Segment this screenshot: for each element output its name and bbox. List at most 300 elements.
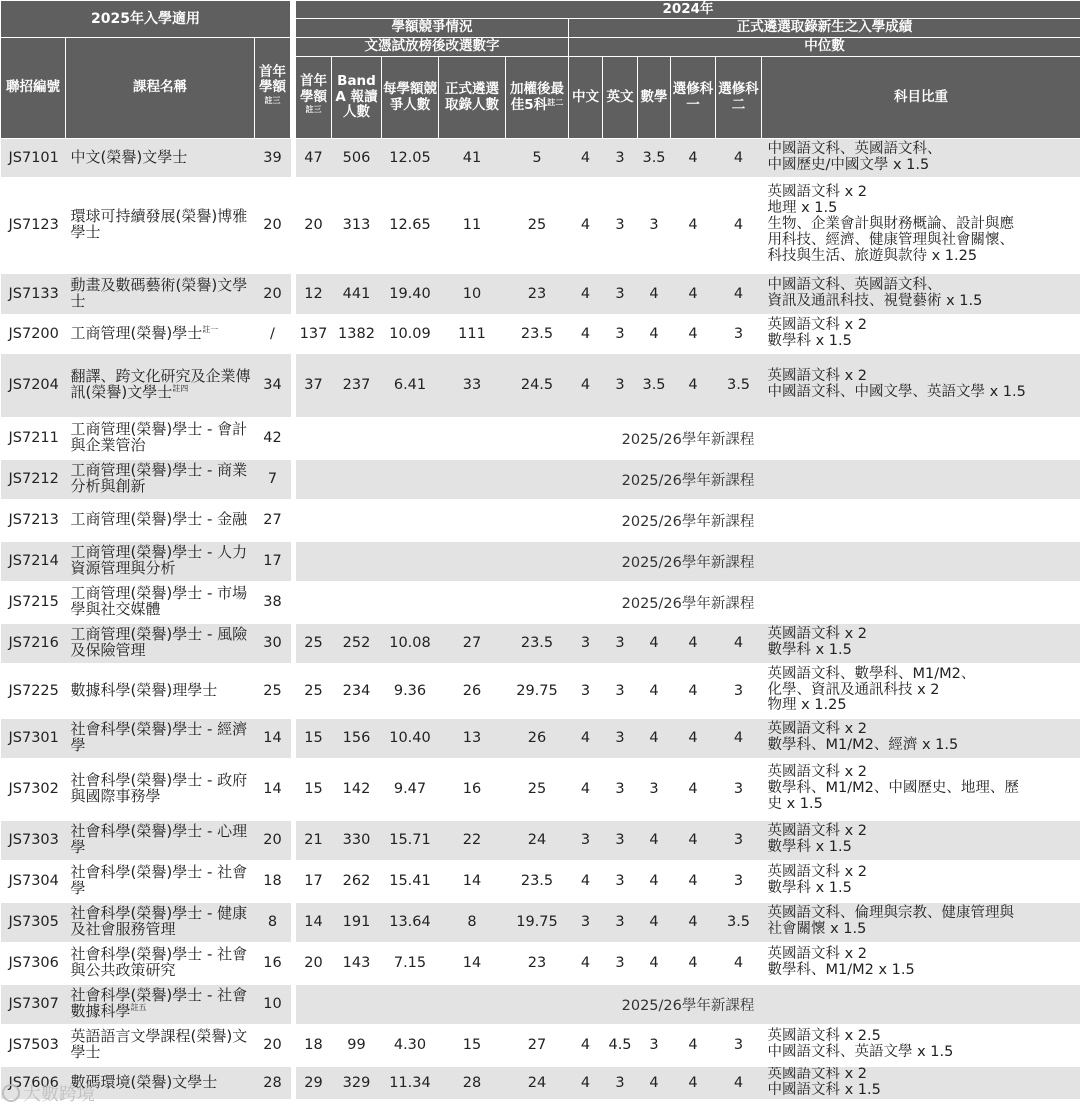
quota-2025: 7 (255, 459, 291, 500)
course-code: JS7302 (1, 759, 66, 820)
header-after-release: 文憑試放榜後改選數字 (296, 38, 569, 57)
median-elective-1: 4 (671, 315, 716, 353)
median-elective-2: 4 (716, 943, 762, 984)
quota-2025: 20 (255, 178, 291, 273)
weighted-best5: 25 (506, 178, 569, 273)
band-a-applicants: 329 (332, 1066, 382, 1100)
table-row (1, 820, 1080, 861)
band-a-applicants: 191 (332, 902, 382, 943)
band-a-applicants: 1382 (332, 315, 382, 353)
band-a-applicants: 143 (332, 943, 382, 984)
subject-weighting-line: 英國語文科 x 2 (767, 946, 868, 963)
course-name (66, 418, 255, 459)
subject-weighting-line: 生物、企業會計與財務概論、設計與應 (767, 216, 1014, 233)
subject-weighting (762, 178, 1080, 273)
median-english: 3 (603, 1066, 638, 1100)
admitted-count: 16 (439, 759, 506, 820)
table-row (1, 353, 1080, 418)
quota-2025: 25 (255, 664, 291, 718)
subject-weighting-line: 數學科 x 1.5 (767, 332, 852, 349)
subject-weighting (762, 861, 1080, 902)
median-chinese: 3 (569, 820, 603, 861)
col-admitted: 正式遴選取錄人數 (439, 57, 506, 139)
admitted-count: 33 (439, 353, 506, 418)
course-name (66, 541, 255, 582)
median-elective-2: 3.5 (716, 353, 762, 418)
weighted-best5: 23 (506, 273, 569, 315)
table-row (1, 943, 1080, 984)
table-body (1, 139, 1080, 1100)
table-row (1, 1025, 1080, 1066)
band-a-applicants: 330 (332, 820, 382, 861)
course-name-text: 工商管理(榮譽)學士 - 市場學與社交媒體 (70, 584, 248, 618)
median-english: 3 (603, 178, 638, 273)
course-name-text: 社會科學(榮譽)學士 - 社會學 (70, 863, 248, 897)
median-math: 4 (638, 902, 671, 943)
median-math: 4 (638, 718, 671, 759)
median-chinese: 4 (569, 861, 603, 902)
admitted-count: 14 (439, 861, 506, 902)
competition-per-place: 9.36 (382, 664, 439, 718)
median-english: 3 (603, 759, 638, 820)
subject-weighting-line: 社會關懷 x 1.5 (767, 921, 867, 937)
table-row (1, 902, 1080, 943)
median-chinese: 4 (569, 1066, 603, 1100)
subject-weighting-line: 英國語文科 x 2 (767, 721, 868, 738)
course-name (66, 139, 255, 178)
new-course-label: 2025/26學年新課程 (296, 984, 1080, 1025)
competition-per-place: 10.08 (382, 623, 439, 664)
median-math: 3 (638, 1025, 671, 1066)
median-chinese: 4 (569, 178, 603, 273)
median-chinese: 3 (569, 623, 603, 664)
table-row (1, 664, 1080, 718)
median-english: 3 (603, 820, 638, 861)
header-results: 正式遴選取錄新生之入學成績 (569, 19, 1080, 38)
col-math: 數學 (638, 57, 671, 139)
subject-weighting-line: 英國語文科、倫理與宗教、健康管理與 (767, 905, 1014, 922)
quota-2025: 14 (255, 718, 291, 759)
subject-weighting (762, 943, 1080, 984)
median-chinese: 4 (569, 139, 603, 178)
course-note: 註五 (130, 1003, 147, 1012)
col-chinese: 中文 (569, 57, 603, 139)
course-name-text: 社會科學(榮譽)學士 - 社會與公共政策研究 (70, 945, 248, 979)
subject-weighting (762, 664, 1080, 718)
course-name (66, 984, 255, 1025)
competition-per-place: 15.41 (382, 861, 439, 902)
median-math: 4 (638, 820, 671, 861)
band-a-applicants: 142 (332, 759, 382, 820)
subject-weighting-line: 英國語文科 x 2 (767, 764, 868, 781)
watermark-logo-icon (2, 1084, 20, 1102)
median-chinese: 4 (569, 315, 603, 353)
median-math: 4 (638, 273, 671, 315)
subject-weighting-line: 英國語文科 x 2 (767, 184, 868, 201)
col-quota-2024: 首年學額 $^{註三}$ (296, 57, 332, 139)
course-name-text: 數碼環境(榮譽)文學士 (70, 1072, 218, 1091)
subject-weighting-line: 資訊及通訊科技、視覺藝術 x 1.5 (767, 292, 983, 309)
course-code: JS7212 (1, 459, 66, 500)
median-elective-2: 3 (716, 315, 762, 353)
quota-2024: 15 (296, 759, 332, 820)
course-code: JS7303 (1, 820, 66, 861)
col-band-a: Band A 報讀 人數 (332, 57, 382, 139)
subject-weighting (762, 139, 1080, 178)
subject-weighting-line: 用科技、經濟、健康管理與社會關懷、 (767, 231, 1014, 248)
subject-weighting (762, 315, 1080, 353)
course-name-text: 中文(榮譽)文學士 (70, 147, 188, 166)
competition-per-place: 15.71 (382, 820, 439, 861)
course-name (66, 623, 255, 664)
subject-weighting-line: 英國語文科 x 2.5 (767, 1028, 881, 1045)
course-name-text: 環球可持續發展(榮譽)博雅學士 (70, 207, 248, 241)
band-a-applicants: 262 (332, 861, 382, 902)
competition-per-place: 19.40 (382, 273, 439, 315)
col-elective-2: 選修科二 (716, 57, 762, 139)
quota-2024: 12 (296, 273, 332, 315)
median-english: 3 (603, 861, 638, 902)
subject-weighting (762, 902, 1080, 943)
median-english: 3 (603, 139, 638, 178)
course-name-text: 英語語言文學課程(榮譽)文學士 (70, 1027, 248, 1061)
band-a-applicants: 237 (332, 353, 382, 418)
course-name-text: 動畫及數碼藝術(榮譽)文學士 (70, 275, 248, 310)
admitted-count: 27 (439, 623, 506, 664)
subject-weighting-line: 中國語文科 x 1.5 (767, 1081, 881, 1098)
subject-weighting-line: 數學科 x 1.5 (767, 839, 852, 855)
median-elective-2: 4 (716, 178, 762, 273)
course-code: JS7215 (1, 582, 66, 623)
quota-2025: 28 (255, 1066, 291, 1100)
table-row (1, 582, 1080, 623)
median-elective-1: 4 (671, 820, 716, 861)
subject-weighting-line: 數學科、M1/M2、經濟 x 1.5 (767, 737, 959, 753)
quota-2025: 30 (255, 623, 291, 664)
subject-weighting (762, 820, 1080, 861)
table-row (1, 459, 1080, 500)
weighted-best5: 24 (506, 820, 569, 861)
course-code: JS7204 (1, 353, 66, 418)
weighted-best5: 26 (506, 718, 569, 759)
subject-weighting-line: 英國語文科 x 2 (767, 368, 868, 385)
subject-weighting-line: 數學科、M1/M2、中國歷史、地理、歷 (767, 780, 1019, 797)
course-name (66, 902, 255, 943)
median-elective-2: 3 (716, 664, 762, 718)
weighted-best5: 27 (506, 1025, 569, 1066)
course-code: JS7214 (1, 541, 66, 582)
col-name: 課程名稱 (66, 38, 255, 139)
median-elective-2: 4 (716, 718, 762, 759)
competition-per-place: 13.64 (382, 902, 439, 943)
new-course-label: 2025/26學年新課程 (296, 418, 1080, 459)
course-code: JS7307 (1, 984, 66, 1025)
competition-per-place: 11.34 (382, 1066, 439, 1100)
course-name-text: 工商管理(榮譽)學士 - 會計與企業管治 (70, 420, 248, 454)
subject-weighting-line: 數學科、M1/M2 x 1.5 (767, 962, 915, 978)
admitted-count: 11 (439, 178, 506, 273)
median-elective-1: 4 (671, 759, 716, 820)
subject-weighting-line: 史 x 1.5 (767, 795, 823, 812)
competition-per-place: 10.40 (382, 718, 439, 759)
median-english: 3 (603, 664, 638, 718)
competition-per-place: 6.41 (382, 353, 439, 418)
course-name-text: 工商管理(榮譽)學士 - 金融 (70, 510, 248, 529)
course-code: JS7200 (1, 315, 66, 353)
median-english: 3 (603, 273, 638, 315)
median-elective-2: 3 (716, 861, 762, 902)
subject-weighting-line: 化學、資訊及通訊科技 x 2 (767, 681, 940, 698)
median-english: 4.5 (603, 1025, 638, 1066)
course-code: JS7123 (1, 178, 66, 273)
course-code: JS7305 (1, 902, 66, 943)
median-math: 4 (638, 1066, 671, 1100)
quota-2024: 15 (296, 718, 332, 759)
quota-2024: 21 (296, 820, 332, 861)
median-math: 4 (638, 315, 671, 353)
median-chinese: 4 (569, 943, 603, 984)
competition-per-place: 9.47 (382, 759, 439, 820)
band-a-applicants: 99 (332, 1025, 382, 1066)
course-code: JS7304 (1, 861, 66, 902)
median-english: 3 (603, 315, 638, 353)
table-header (1, 1, 1080, 139)
quota-2025: 18 (255, 861, 291, 902)
median-elective-1: 4 (671, 718, 716, 759)
median-elective-1: 4 (671, 902, 716, 943)
quota-2025: 34 (255, 353, 291, 418)
header-competition: 學額競爭情況 (296, 19, 569, 38)
median-chinese: 4 (569, 353, 603, 418)
weighted-best5: 24.5 (506, 353, 569, 418)
admitted-count: 111 (439, 315, 506, 353)
course-name (66, 759, 255, 820)
median-english: 3 (603, 353, 638, 418)
admitted-count: 26 (439, 664, 506, 718)
course-name (66, 459, 255, 500)
subject-weighting-line: 英國語文科 x 2 (767, 626, 868, 643)
course-name-text: 翻譯、跨文化研究及企業傳訊(榮譽)文學士 (70, 367, 251, 401)
course-note: 註四 (172, 384, 189, 393)
median-chinese: 4 (569, 759, 603, 820)
quota-2024: 17 (296, 861, 332, 902)
col-quota-2025: 首年學額 $^{註三}$ (255, 38, 291, 139)
course-code: JS7503 (1, 1025, 66, 1066)
quota-2025: 42 (255, 418, 291, 459)
table-row (1, 1066, 1080, 1100)
band-a-applicants: 313 (332, 178, 382, 273)
course-name (66, 1025, 255, 1066)
subject-weighting-line: 中國語文科、英國語文科、 (767, 276, 942, 293)
quota-2025: 20 (255, 820, 291, 861)
median-elective-2: 4 (716, 273, 762, 315)
header-median: 中位數 (569, 38, 1080, 57)
quota-2024: 29 (296, 1066, 332, 1100)
quota-2024: 14 (296, 902, 332, 943)
band-a-applicants: 252 (332, 623, 382, 664)
median-english: 3 (603, 718, 638, 759)
subject-weighting-line: 英國語文科 x 2 (767, 823, 868, 840)
weighted-best5: 23.5 (506, 315, 569, 353)
median-elective-1: 4 (671, 353, 716, 418)
new-course-label: 2025/26學年新課程 (296, 541, 1080, 582)
course-name (66, 273, 255, 315)
median-elective-1: 4 (671, 943, 716, 984)
course-name-text: 社會科學(榮譽)學士 - 社會數據科學 (70, 986, 248, 1020)
table-row (1, 718, 1080, 759)
subject-weighting-line: 科技與生活、旅遊與款待 x 1.25 (767, 247, 978, 264)
subject-weighting (762, 1066, 1080, 1100)
quota-2025: 17 (255, 541, 291, 582)
median-math: 3 (638, 759, 671, 820)
course-name-text: 社會科學(榮譽)學士 - 心理學 (70, 822, 248, 856)
median-elective-1: 4 (671, 139, 716, 178)
weighted-best5: 25 (506, 759, 569, 820)
course-code: JS7301 (1, 718, 66, 759)
competition-per-place: 4.30 (382, 1025, 439, 1066)
quota-2025: / (255, 315, 291, 353)
subject-weighting-line: 地理 x 1.5 (767, 200, 838, 217)
median-chinese: 4 (569, 718, 603, 759)
band-a-applicants: 506 (332, 139, 382, 178)
subject-weighting (762, 1025, 1080, 1066)
table-row (1, 139, 1080, 178)
competition-per-place: 7.15 (382, 943, 439, 984)
course-code: JS7306 (1, 943, 66, 984)
median-chinese: 4 (569, 1025, 603, 1066)
competition-per-place: 10.09 (382, 315, 439, 353)
quota-2024: 20 (296, 178, 332, 273)
quota-2025: 39 (255, 139, 291, 178)
course-name-text: 數據科學(榮譽)理學士 (70, 680, 218, 699)
subject-weighting-line: 數學科 x 1.5 (767, 642, 852, 658)
quota-2024: 47 (296, 139, 332, 178)
median-elective-2: 3 (716, 1025, 762, 1066)
course-name (66, 353, 255, 418)
course-code: JS7225 (1, 664, 66, 718)
median-math: 3.5 (638, 353, 671, 418)
new-course-label: 2025/26學年新課程 (296, 582, 1080, 623)
subject-weighting-line: 英國語文科 x 2 (767, 1065, 868, 1082)
table-row (1, 315, 1080, 353)
competition-per-place: 12.05 (382, 139, 439, 178)
table-row (1, 500, 1080, 541)
median-chinese: 4 (569, 273, 603, 315)
table-row (1, 418, 1080, 459)
table-row (1, 861, 1080, 902)
quota-2024: 37 (296, 353, 332, 418)
quota-2025: 38 (255, 582, 291, 623)
subject-weighting-line: 英國語文科 x 2 (767, 316, 868, 333)
table-row (1, 623, 1080, 664)
quota-2025: 8 (255, 902, 291, 943)
weighted-best5: 23.5 (506, 623, 569, 664)
weighted-best5: 23 (506, 943, 569, 984)
admitted-count: 41 (439, 139, 506, 178)
median-math: 4 (638, 861, 671, 902)
quota-2024: 25 (296, 664, 332, 718)
subject-weighting (762, 759, 1080, 820)
median-math: 3.5 (638, 139, 671, 178)
median-elective-1: 4 (671, 861, 716, 902)
quota-2025: 10 (255, 984, 291, 1025)
course-name-text: 社會科學(榮譽)學士 - 政府與國際事務學 (70, 771, 248, 805)
median-elective-2: 3 (716, 759, 762, 820)
admitted-count: 13 (439, 718, 506, 759)
table-row (1, 273, 1080, 315)
subject-weighting (762, 718, 1080, 759)
admitted-count: 15 (439, 1025, 506, 1066)
course-name-text: 工商管理(榮譽)學士 - 商業分析與創新 (70, 461, 248, 495)
median-chinese: 3 (569, 664, 603, 718)
median-elective-1: 4 (671, 1066, 716, 1100)
course-code: JS7101 (1, 139, 66, 178)
subject-weighting-line: 數學科 x 1.5 (767, 880, 852, 896)
weighted-best5: 29.75 (506, 664, 569, 718)
admitted-count: 28 (439, 1066, 506, 1100)
quota-2024: 18 (296, 1025, 332, 1066)
subject-weighting-line: 英國語文科、數學科、M1/M2、 (767, 665, 976, 682)
course-name-text: 工商管理(榮譽)學士 - 人力資源管理與分析 (70, 543, 248, 577)
admitted-count: 10 (439, 273, 506, 315)
course-name (66, 943, 255, 984)
course-name-text: 社會科學(榮譽)學士 - 經濟學 (70, 720, 248, 754)
subject-weighting (762, 623, 1080, 664)
subject-weighting-line: 中國語文科、英國語文科、 (767, 140, 942, 157)
band-a-applicants: 156 (332, 718, 382, 759)
weighted-best5: 19.75 (506, 902, 569, 943)
watermark: 大數跨境 (2, 1080, 95, 1106)
col-english: 英文 (603, 57, 638, 139)
header-applicable: 2025年入學適用 (1, 1, 291, 38)
quota-2025: 20 (255, 273, 291, 315)
quota-2024: 20 (296, 943, 332, 984)
median-math: 4 (638, 943, 671, 984)
col-code: 聯招編號 (1, 38, 66, 139)
median-elective-2: 4 (716, 139, 762, 178)
median-elective-2: 4 (716, 1066, 762, 1100)
course-code: JS7133 (1, 273, 66, 315)
quota-2024: 25 (296, 623, 332, 664)
quota-2025: 20 (255, 1025, 291, 1066)
table-row (1, 984, 1080, 1025)
course-code: JS7211 (1, 418, 66, 459)
course-name (66, 500, 255, 541)
course-name (66, 178, 255, 273)
col-subject-weighting: 科目比重 (762, 57, 1080, 139)
table-row (1, 541, 1080, 582)
subject-weighting (762, 353, 1080, 418)
subject-weighting (762, 273, 1080, 315)
weighted-best5: 24 (506, 1066, 569, 1100)
median-elective-1: 4 (671, 178, 716, 273)
course-name (66, 315, 255, 353)
course-name (66, 582, 255, 623)
course-code: JS7216 (1, 623, 66, 664)
course-name-text: 工商管理(榮譽)學士 - 風險及保險管理 (70, 625, 248, 659)
weighted-best5: 5 (506, 139, 569, 178)
median-elective-2: 4 (716, 623, 762, 664)
median-chinese: 3 (569, 902, 603, 943)
competition-per-place: 12.65 (382, 178, 439, 273)
median-elective-1: 4 (671, 273, 716, 315)
subject-weighting-line: 中國語文科、英語文學 x 1.5 (767, 1044, 954, 1060)
header-year-2024: 2024年 (296, 1, 1080, 19)
median-english: 3 (603, 943, 638, 984)
admitted-count: 14 (439, 943, 506, 984)
col-elective-1: 選修科一 (671, 57, 716, 139)
subject-weighting-line: 英國語文科 x 2 (767, 864, 868, 881)
